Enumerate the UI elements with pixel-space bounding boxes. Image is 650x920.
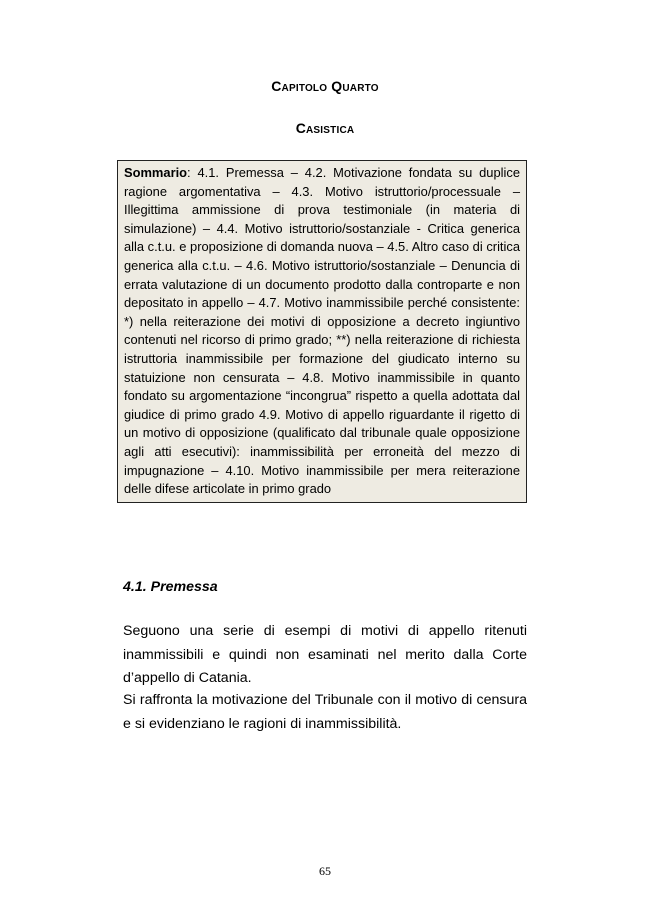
summary-label: Sommario xyxy=(124,165,188,180)
chapter-title: Capitolo Quarto xyxy=(271,78,379,94)
summary-box xyxy=(117,160,527,503)
summary-text: : 4.1. Premessa – 4.2. Motivazione fondata su duplice ragione argomentativa – 4.3. Motivo istruttorio/processuale – Illegittima ammissione di prova testimoniale (in materia di simulazione) – 4.4. Motivo istruttorio/sostanziale - Critica generica alla c.t.u. e proposizione di domanda nuova – 4.5. Altro caso di critica generica alla c.t.u. – 4.6. Motivo istruttorio/sostanziale – Denuncia di errata valutazione di un documento prodotto dalla controparte e non depositato in appello – 4.7. Motivo inammissibile perché consistente: *) nella reiterazione dei motivi di opposizione a decreto ingiuntivo contenuti nel ricorso di primo grado; **) nella reiterazione di richiesta istruttoria inammissibile per formazione del giudicato interno su statuizione non censurata – 4.8. Motivo inammissibile in quanto fondato su argomentazione “incongrua” rispetto a quella adottata dal giudice di primo grado 4.9. Motivo di appello riguardante il rigetto di un motivo di opposizione (qualificato dal tribunale quale opposizione agli atti esecutivi): inammissibilità per erroneità del mezzo di impugnazione – 4.10. Motivo inammissibile per mera reiterazione delle difese articolate in primo grado xyxy=(124,165,520,497)
chapter-subtitle: Casistica xyxy=(295,120,355,136)
page-number: 65 xyxy=(319,864,331,878)
paragraph-1: Seguono una serie di esempi di motivi di appello ritenuti inammissibili e quindi non esaminati nel merito dalla Corte d’appello di Catania. xyxy=(123,623,527,687)
paragraph-2: Si raffronta la motivazione del Tribunale con il motivo di censura e si evidenziano le ragioni di inammissibilità. xyxy=(123,692,527,732)
section-heading: 4.1. Premessa xyxy=(123,579,218,595)
